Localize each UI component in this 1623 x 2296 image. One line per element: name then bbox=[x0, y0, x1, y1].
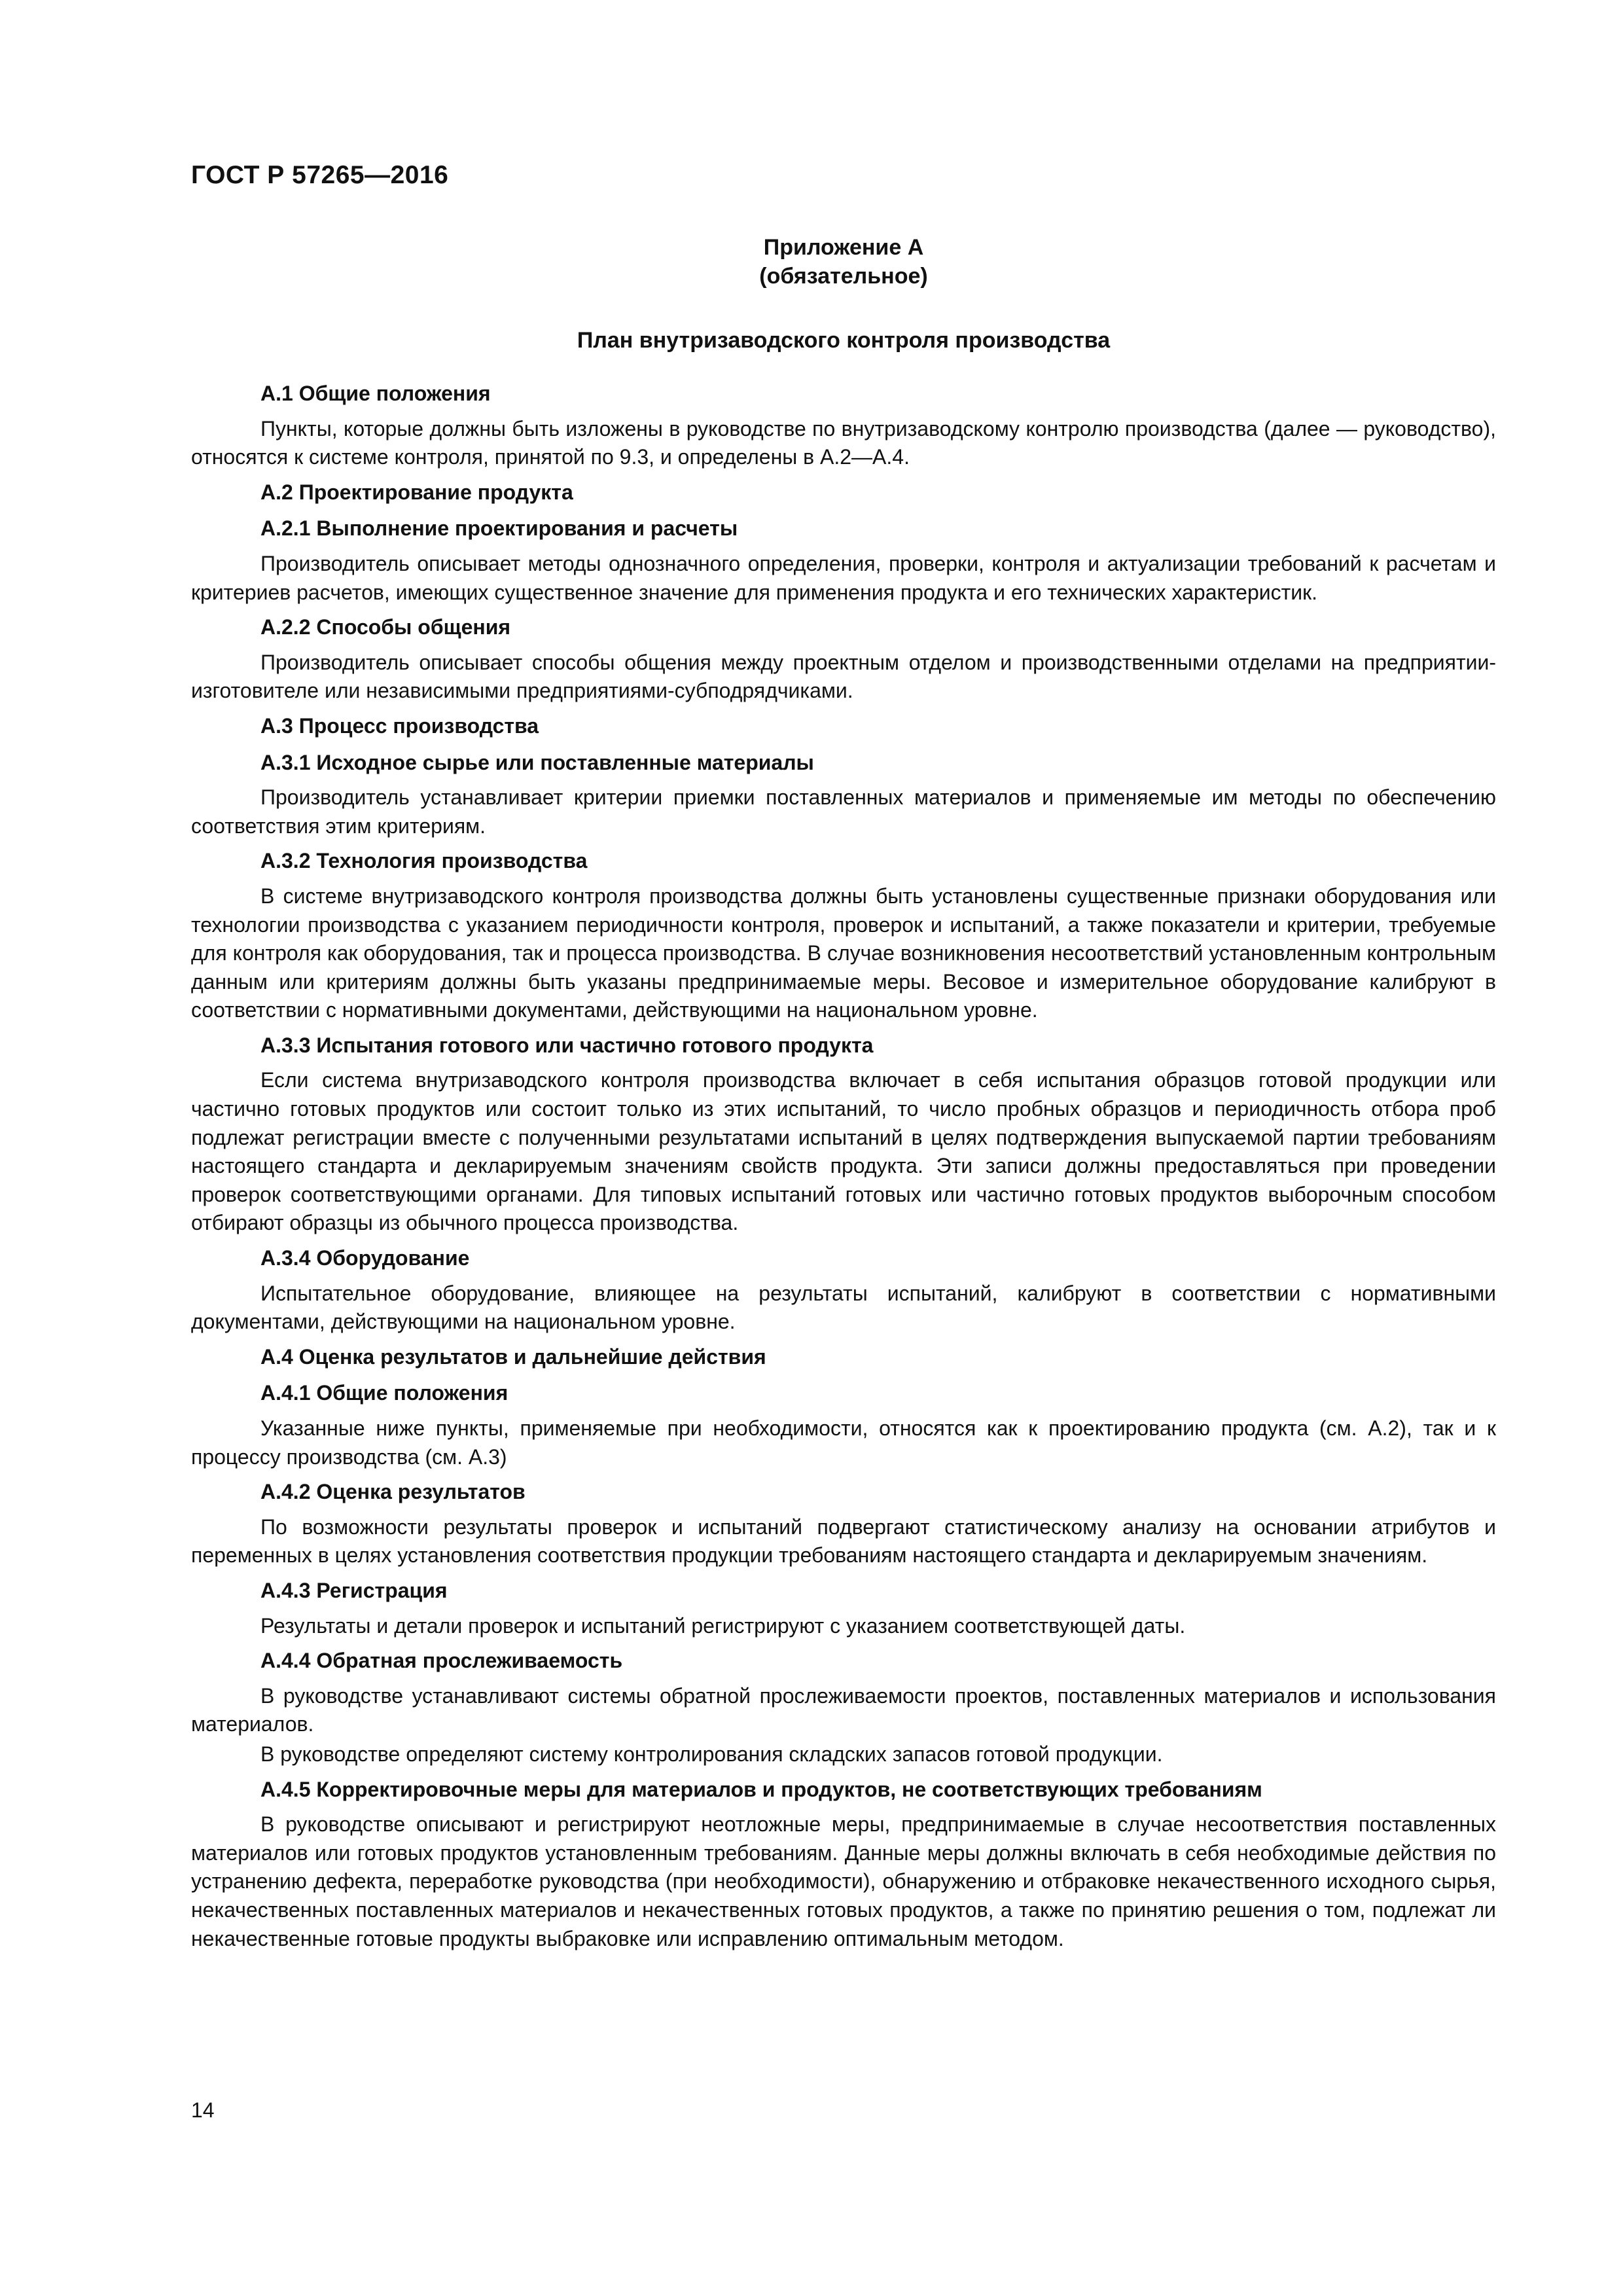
section-heading-a2-1: А.2.1 Выполнение проектирования и расчеты bbox=[260, 516, 738, 541]
section-heading-a3-2: А.3.2 Технология производства bbox=[260, 849, 588, 873]
section-heading-a2: А.2 Проектирование продукта bbox=[260, 480, 573, 504]
section-heading-a3-3: А.3.3 Испытания готового или частично готового продукта bbox=[260, 1033, 874, 1057]
paragraph: Результаты и детали проверок и испытаний регистрируют с указанием соответствующей даты. bbox=[260, 1613, 1186, 1638]
section-heading-a3: А.3 Процесс производства bbox=[260, 713, 539, 738]
paragraph: Производитель описывает методы однозначного определения, проверки, контроля и актуализации требований к расчетам и критериев расчетов, имеющих существенное значение для применения продукта и его технических характеристик. bbox=[191, 551, 1496, 604]
annex-heading: План внутризаводского контроля производства bbox=[577, 328, 1111, 353]
section-heading-a3-1: А.3.1 Исходное сырье или поставленные материалы bbox=[260, 750, 814, 774]
paragraph: В системе внутризаводского контроля производства должны быть установлены существенные признаки оборудования или технологии производства с указанием периодичности контроля, проверок и испытаний, а также показатели и критерии, требуемые для контроля как оборудования, так и процесса производства. В случае возникновения несоответствий установленным контрольным данным или критериям должны быть указаны предпринимаемые меры. Весовое и измерительное оборудование калибруют в соответствии с нормативными документами, действующими на национальном уровне. bbox=[191, 884, 1496, 1022]
section-heading-a1: А.1 Общие положения bbox=[260, 382, 491, 405]
paragraph: Производитель описывает способы общения между проектным отделом и производственными отделами на предприятии-изготовителе или независимыми предприятиями-субподрядчиками. bbox=[191, 650, 1496, 703]
paragraph: В руководстве устанавливают системы обратной прослеживаемости проектов, поставленных материалов и использования материалов. bbox=[191, 1683, 1496, 1736]
section-heading-a4-1: А.4.1 Общие положения bbox=[260, 1381, 508, 1405]
section-heading-a4: А.4 Оценка результатов и дальнейшие действия bbox=[260, 1344, 766, 1369]
section-heading-a4-3: А.4.3 Регистрация bbox=[260, 1578, 448, 1602]
section-heading-a4-5: А.4.5 Корректировочные меры для материалов и продуктов, не соответствующих требованиям bbox=[260, 1777, 1262, 1801]
paragraph: В руководстве определяют систему контролирования складских запасов готовой продукции. bbox=[260, 1742, 1163, 1766]
annex-title: Приложение А bbox=[763, 235, 924, 260]
paragraph: В руководстве описывают и регистрируют неотложные меры, предпринимаемые в случае несоответствия поставленных материалов или готовых продуктов установленным требованиям. Данные меры должны включать в себя необходимые действия по устранению дефекта, переработке руководства (при необходимости), обнаружению и отбраковке некачественного исходного сырья, некачественных поставленных материалов и некачественных готовых продуктов, а также по принятию решения о том, подлежат ли некачественные готовые продукты выбраковке или исправлению оптимальным методом. bbox=[191, 1812, 1496, 1950]
annex-body bbox=[191, 378, 1496, 1958]
annex-status: (обязательное) bbox=[759, 264, 928, 289]
section-heading-a3-4: А.3.4 Оборудование bbox=[260, 1246, 470, 1270]
paragraph: Производитель устанавливает критерии приемки поставленных материалов и применяемые им методы по обеспечению соответствия этим критериям. bbox=[191, 785, 1496, 838]
page-number: 14 bbox=[191, 2098, 215, 2122]
section-heading-a4-4: А.4.4 Обратная прослеживаемость bbox=[260, 1649, 623, 1673]
paragraph: Пункты, которые должны быть изложены в руководстве по внутризаводскому контролю производства (далее — руководство), относятся к системе контроля, принятой по 9.3, и определены в А.2—А.4. bbox=[191, 416, 1496, 469]
paragraph: По возможности результаты проверок и испытаний подвергают статистическому анализу на основании атрибутов и переменных в целях установления соответствия продукции требованиям настоящего стандарта и декларируемым значениям. bbox=[191, 1515, 1496, 1568]
section-heading-a2-2: А.2.2 Способы общения bbox=[260, 615, 511, 639]
paragraph: Указанные ниже пункты, применяемые при необходимости, относятся как к проектированию продукта (см. А.2), так и к процессу производства (см. А.3) bbox=[191, 1416, 1496, 1469]
paragraph: Испытательное оборудование, влияющее на результаты испытаний, калибруют в соответствии с нормативными документами, действующими на национальном уровне. bbox=[191, 1281, 1496, 1334]
standard-designation: ГОСТ Р 57265—2016 bbox=[191, 161, 449, 189]
paragraph: Если система внутризаводского контроля производства включает в себя испытания образцов готовой продукции или частично готовых продуктов или состоит только из этих испытаний, то число пробных образцов и периодичность отбора проб подлежат регистрации вместе с полученными результатами испытаний в целях подтверждения выпускаемой партии требованиям настоящего стандарта и декларируемым значениям свойств продукта. Эти записи должны предоставляться при проведении проверок соответствующими органами. Для типовых испытаний готовых или частично готовых продуктов выборочным способом отбирают образцы из обычного процесса производства. bbox=[191, 1068, 1496, 1235]
section-heading-a4-2: А.4.2 Оценка результатов bbox=[260, 1480, 526, 1504]
